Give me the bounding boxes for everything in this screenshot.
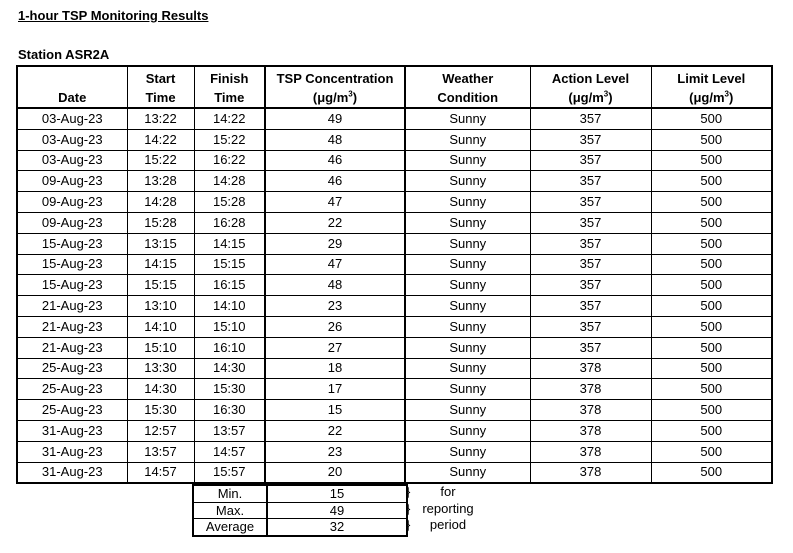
- cell-finish-time: 14:10: [194, 296, 265, 317]
- cell-date: 15-Aug-23: [17, 233, 127, 254]
- table-row: [17, 358, 772, 379]
- summary-label: Min.: [193, 485, 267, 502]
- cell-finish-time: 15:57: [194, 462, 265, 483]
- cell-finish-time: 15:30: [194, 379, 265, 400]
- header-weather-condition: Weather Condition: [405, 66, 530, 108]
- cell-action-level: 378: [530, 462, 651, 483]
- cell-weather-condition: Sunny: [405, 212, 530, 233]
- cell-start-time: 14:22: [127, 129, 194, 150]
- table-row: [17, 462, 772, 483]
- cell-limit-level: 500: [651, 379, 772, 400]
- cell-start-time: 13:30: [127, 358, 194, 379]
- cell-action-level: 378: [530, 400, 651, 421]
- cell-weather-condition: Sunny: [405, 420, 530, 441]
- cell-limit-level: 500: [651, 212, 772, 233]
- header-date: Date: [17, 66, 127, 108]
- note-text: for: [440, 484, 456, 499]
- cell-tsp-concentration: 46: [265, 150, 405, 171]
- cell-finish-time: 14:15: [194, 233, 265, 254]
- cell-start-time: 13:57: [127, 441, 194, 462]
- cell-finish-time: 15:22: [194, 129, 265, 150]
- cell-tsp-concentration: 23: [265, 296, 405, 317]
- cell-tsp-concentration: 22: [265, 212, 405, 233]
- cell-limit-level: 500: [651, 108, 772, 129]
- cell-action-level: 378: [530, 379, 651, 400]
- cell-start-time: 14:28: [127, 192, 194, 213]
- cell-finish-time: 14:28: [194, 171, 265, 192]
- cell-date: 31-Aug-23: [17, 462, 127, 483]
- cell-action-level: 357: [530, 192, 651, 213]
- cell-limit-level: 500: [651, 441, 772, 462]
- cell-limit-level: 500: [651, 192, 772, 213]
- cell-tsp-concentration: 26: [265, 316, 405, 337]
- table-row: [17, 316, 772, 337]
- cell-tsp-concentration: 22: [265, 420, 405, 441]
- cell-tsp-concentration: 46: [265, 171, 405, 192]
- cell-weather-condition: Sunny: [405, 129, 530, 150]
- cell-action-level: 357: [530, 108, 651, 129]
- cell-finish-time: 14:30: [194, 358, 265, 379]
- cell-limit-level: 500: [651, 400, 772, 421]
- cell-date: 09-Aug-23: [17, 192, 127, 213]
- cell-action-level: 378: [530, 420, 651, 441]
- cell-start-time: 13:22: [127, 108, 194, 129]
- cell-date: 03-Aug-23: [17, 129, 127, 150]
- cell-weather-condition: Sunny: [405, 337, 530, 358]
- cell-weather-condition: Sunny: [405, 233, 530, 254]
- cell-limit-level: 500: [651, 316, 772, 337]
- table-row: [17, 150, 772, 171]
- cell-limit-level: 500: [651, 420, 772, 441]
- cell-weather-condition: Sunny: [405, 150, 530, 171]
- summary-value: 15: [267, 485, 407, 502]
- summary-row-min: [193, 485, 407, 502]
- cell-tsp-concentration: 48: [265, 129, 405, 150]
- cell-date: 25-Aug-23: [17, 358, 127, 379]
- header-limit-level: Limit Level $(\mu g/m^3)$: [651, 66, 772, 108]
- cell-date: 03-Aug-23: [17, 150, 127, 171]
- cell-finish-time: 16:30: [194, 400, 265, 421]
- summary-row-max: [193, 502, 407, 519]
- cell-weather-condition: Sunny: [405, 358, 530, 379]
- table-header-row: [17, 66, 772, 108]
- cell-limit-level: 500: [651, 129, 772, 150]
- summary-label: Max.: [193, 502, 267, 519]
- cell-weather-condition: Sunny: [405, 108, 530, 129]
- cell-weather-condition: Sunny: [405, 441, 530, 462]
- table-row: [17, 254, 772, 275]
- cell-limit-level: 500: [651, 275, 772, 296]
- cell-tsp-concentration: 48: [265, 275, 405, 296]
- cell-date: 25-Aug-23: [17, 379, 127, 400]
- document-title: 1-hour TSP Monitoring Results: [18, 8, 209, 23]
- reporting-period-note: [406, 484, 478, 534]
- cell-start-time: 14:15: [127, 254, 194, 275]
- cell-weather-condition: Sunny: [405, 275, 530, 296]
- table-row: [17, 337, 772, 358]
- cell-tsp-concentration: 17: [265, 379, 405, 400]
- brace: }: [406, 517, 411, 533]
- cell-action-level: 357: [530, 337, 651, 358]
- cell-weather-condition: Sunny: [405, 171, 530, 192]
- cell-limit-level: 500: [651, 171, 772, 192]
- cell-date: 21-Aug-23: [17, 337, 127, 358]
- cell-start-time: 13:28: [127, 171, 194, 192]
- cell-finish-time: 13:57: [194, 420, 265, 441]
- cell-date: 15-Aug-23: [17, 275, 127, 296]
- table-row: [17, 129, 772, 150]
- table-row: [17, 296, 772, 317]
- cell-action-level: 357: [530, 129, 651, 150]
- summary-value: 32: [267, 519, 407, 536]
- cell-weather-condition: Sunny: [405, 400, 530, 421]
- cell-finish-time: 15:10: [194, 316, 265, 337]
- cell-weather-condition: Sunny: [405, 462, 530, 483]
- header-finish-time: Finish Time: [194, 66, 265, 108]
- note-text: reporting: [422, 500, 474, 516]
- cell-start-time: 15:28: [127, 212, 194, 233]
- cell-action-level: 378: [530, 441, 651, 462]
- cell-limit-level: 500: [651, 358, 772, 379]
- note-text: period: [429, 517, 467, 533]
- cell-date: 09-Aug-23: [17, 171, 127, 192]
- cell-limit-level: 500: [651, 150, 772, 171]
- cell-date: 15-Aug-23: [17, 254, 127, 275]
- summary-table: [192, 484, 408, 537]
- cell-start-time: 15:10: [127, 337, 194, 358]
- cell-finish-time: 14:22: [194, 108, 265, 129]
- cell-weather-condition: Sunny: [405, 296, 530, 317]
- cell-start-time: 13:15: [127, 233, 194, 254]
- header-action-level: Action Level $(\mu g/m^3)$: [530, 66, 651, 108]
- header-tsp-concentration: TSP Concentration $(\mu g/m^3)$: [265, 66, 405, 108]
- summary-label: Average: [193, 519, 267, 536]
- cell-tsp-concentration: 23: [265, 441, 405, 462]
- cell-action-level: 357: [530, 254, 651, 275]
- cell-weather-condition: Sunny: [405, 316, 530, 337]
- cell-finish-time: 16:22: [194, 150, 265, 171]
- table-row: [17, 275, 772, 296]
- cell-date: 31-Aug-23: [17, 441, 127, 462]
- cell-limit-level: 500: [651, 337, 772, 358]
- cell-start-time: 14:30: [127, 379, 194, 400]
- cell-action-level: 357: [530, 150, 651, 171]
- cell-tsp-concentration: 47: [265, 192, 405, 213]
- cell-date: 25-Aug-23: [17, 400, 127, 421]
- cell-tsp-concentration: 47: [265, 254, 405, 275]
- brace: }: [406, 500, 411, 516]
- cell-tsp-concentration: 29: [265, 233, 405, 254]
- cell-action-level: 357: [530, 233, 651, 254]
- cell-action-level: 357: [530, 275, 651, 296]
- cell-start-time: 15:15: [127, 275, 194, 296]
- table-row: [17, 400, 772, 421]
- cell-start-time: 12:57: [127, 420, 194, 441]
- cell-limit-level: 500: [651, 254, 772, 275]
- cell-start-time: 15:22: [127, 150, 194, 171]
- cell-finish-time: 16:10: [194, 337, 265, 358]
- cell-action-level: 357: [530, 212, 651, 233]
- summary-row-average: [193, 519, 407, 536]
- cell-start-time: 14:10: [127, 316, 194, 337]
- cell-date: 21-Aug-23: [17, 316, 127, 337]
- cell-finish-time: 16:28: [194, 212, 265, 233]
- cell-weather-condition: Sunny: [405, 379, 530, 400]
- cell-tsp-concentration: 20: [265, 462, 405, 483]
- table-row: [17, 420, 772, 441]
- cell-date: 03-Aug-23: [17, 108, 127, 129]
- station-label: Station ASR2A: [18, 47, 110, 62]
- cell-date: 09-Aug-23: [17, 212, 127, 233]
- table-row: [17, 233, 772, 254]
- cell-weather-condition: Sunny: [405, 192, 530, 213]
- cell-action-level: 357: [530, 171, 651, 192]
- cell-start-time: 15:30: [127, 400, 194, 421]
- cell-tsp-concentration: 15: [265, 400, 405, 421]
- cell-date: 21-Aug-23: [17, 296, 127, 317]
- cell-action-level: 357: [530, 296, 651, 317]
- summary-value: 49: [267, 502, 407, 519]
- cell-tsp-concentration: 18: [265, 358, 405, 379]
- cell-action-level: 357: [530, 316, 651, 337]
- cell-limit-level: 500: [651, 233, 772, 254]
- cell-tsp-concentration: 49: [265, 108, 405, 129]
- table-row: [17, 379, 772, 400]
- cell-finish-time: 15:15: [194, 254, 265, 275]
- cell-finish-time: 14:57: [194, 441, 265, 462]
- cell-limit-level: 500: [651, 296, 772, 317]
- table-row: [17, 441, 772, 462]
- cell-finish-time: 15:28: [194, 192, 265, 213]
- tsp-results-table: [16, 65, 773, 484]
- cell-weather-condition: Sunny: [405, 254, 530, 275]
- cell-action-level: 378: [530, 358, 651, 379]
- table-row: [17, 192, 772, 213]
- brace: }: [406, 484, 411, 499]
- cell-start-time: 14:57: [127, 462, 194, 483]
- cell-finish-time: 16:15: [194, 275, 265, 296]
- table-row: [17, 212, 772, 233]
- table-row: [17, 108, 772, 129]
- table-row: [17, 171, 772, 192]
- cell-limit-level: 500: [651, 462, 772, 483]
- cell-date: 31-Aug-23: [17, 420, 127, 441]
- cell-tsp-concentration: 27: [265, 337, 405, 358]
- cell-start-time: 13:10: [127, 296, 194, 317]
- header-start-time: Start Time: [127, 66, 194, 108]
